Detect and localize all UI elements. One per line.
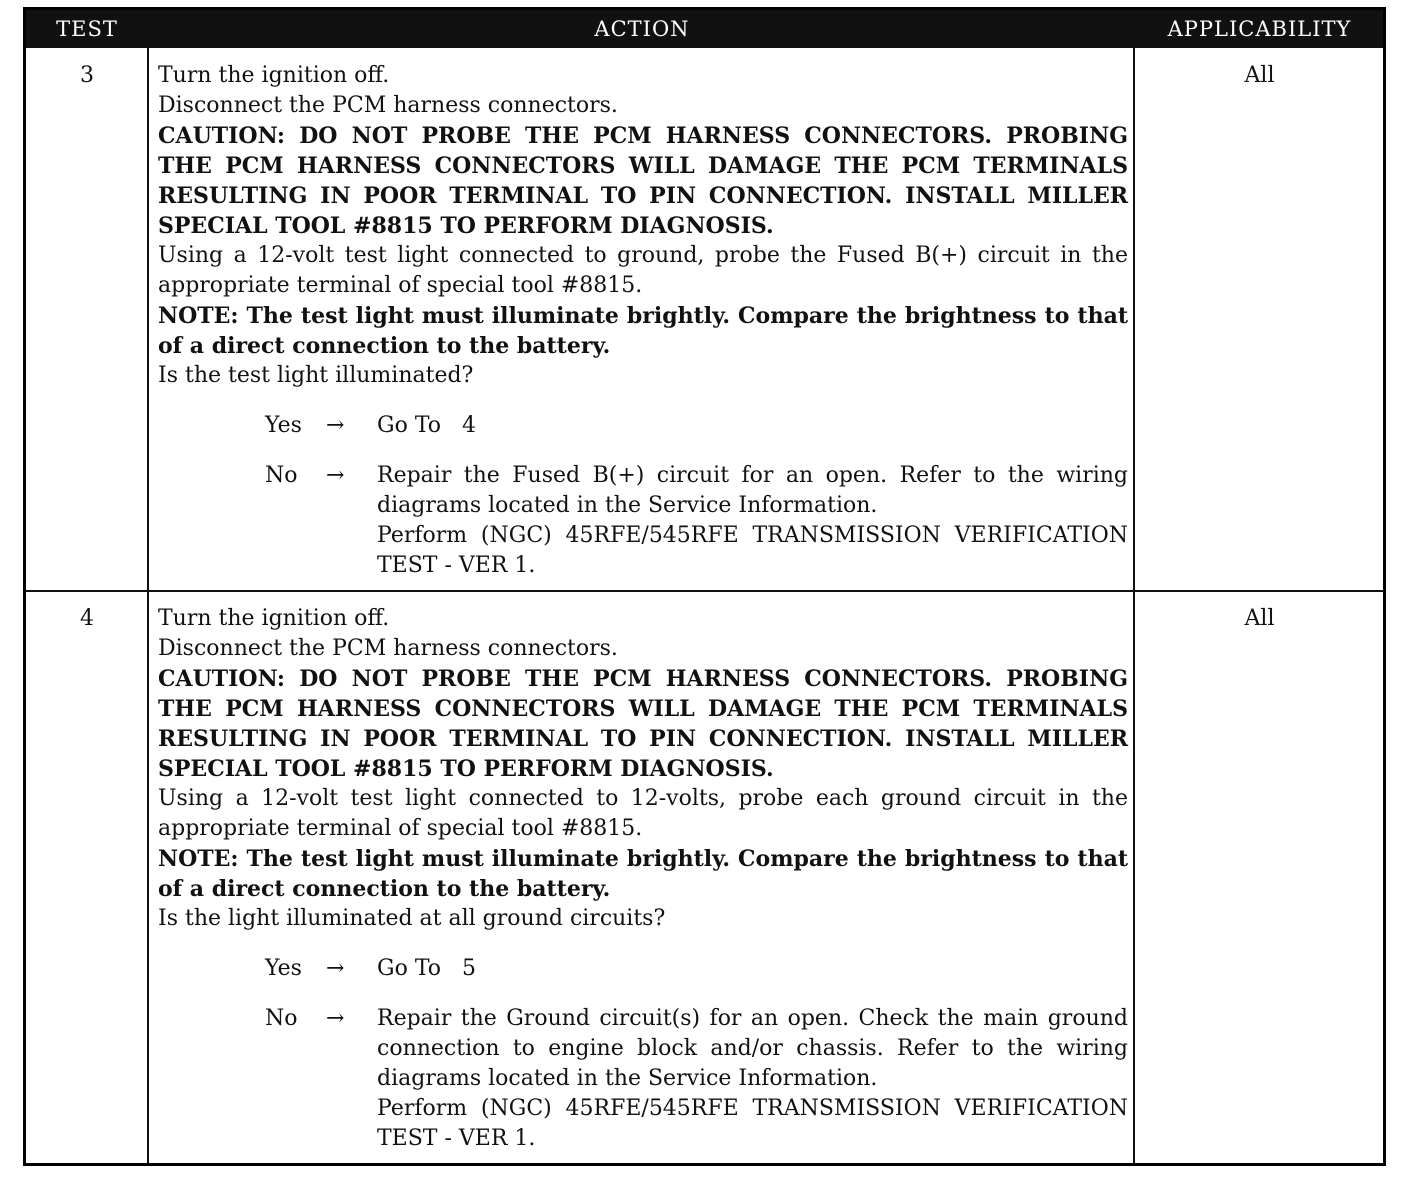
instruction-text: Using a 12-volt test light connected to 12-volts, probe each ground circuit in the appropriate terminal of special tool #8815. <box>158 786 1128 841</box>
action-step: Disconnect the PCM harness connectors. <box>158 636 618 661</box>
yes-label: Yes <box>265 956 302 981</box>
table-header <box>26 10 1383 48</box>
applicability-value: All <box>1244 606 1275 631</box>
no-perform: Perform (NGC) 45RFE/545RFE TRANSMISSION VERIFICATION TEST - VER 1. <box>377 523 1128 578</box>
arrow-icon: → <box>326 1006 345 1031</box>
arrow-icon: → <box>326 956 345 981</box>
no-perform: Perform (NGC) 45RFE/545RFE TRANSMISSION VERIFICATION TEST - VER 1. <box>377 1096 1128 1151</box>
no-result: Repair the Ground circuit(s) for an open. Check the main ground connection to engine block and/or chassis. Refer to the wiring diagrams located in the Service Information. <box>377 1006 1128 1091</box>
arrow-icon: → <box>326 463 345 488</box>
yes-result: Go To 5 <box>377 956 476 981</box>
instruction-text: Using a 12-volt test light connected to ground, probe the Fused B(+) circuit in the appropriate terminal of special tool #8815. <box>158 243 1128 298</box>
no-label: No <box>265 463 298 488</box>
test-number: 3 <box>80 63 94 88</box>
column-divider <box>1133 48 1135 1163</box>
action-step: Disconnect the PCM harness connectors. <box>158 93 618 118</box>
row-divider <box>26 590 1383 592</box>
action-cell <box>158 604 1128 1154</box>
test-number: 4 <box>80 606 94 631</box>
answer-yes <box>158 954 1128 984</box>
yes-result: Go To 4 <box>377 413 476 438</box>
answer-yes <box>158 411 1128 441</box>
header-test: TEST <box>56 17 118 41</box>
answer-no <box>158 1004 1128 1154</box>
caution-text: CAUTION: DO NOT PROBE THE PCM HARNESS CONNECTORS. PROBING THE PCM HARNESS CONNECTORS WILL DAMAGE THE PCM TERMINALS RESULTING IN POOR TERMINAL TO PIN CONNECTION. INSTALL MILLER SPECIAL TOOL #8815 TO PERFORM DIAGNOSIS. <box>158 666 1128 782</box>
header-applicability: APPLICABILITY <box>1167 17 1352 41</box>
header-action: ACTION <box>594 17 690 41</box>
note-text: NOTE: The test light must illuminate brightly. Compare the brightness to that of a direct connection to the battery. <box>158 846 1128 902</box>
note-text: NOTE: The test light must illuminate brightly. Compare the brightness to that of a direct connection to the battery. <box>158 303 1128 359</box>
yes-label: Yes <box>265 413 302 438</box>
question-text: Is the light illuminated at all ground circuits? <box>158 906 666 931</box>
action-cell <box>158 61 1128 581</box>
action-step: Turn the ignition off. <box>158 63 390 88</box>
action-step: Turn the ignition off. <box>158 606 390 631</box>
diagnostic-table <box>23 7 1386 1166</box>
question-text: Is the test light illuminated? <box>158 363 474 388</box>
answer-no <box>158 461 1128 581</box>
caution-text: CAUTION: DO NOT PROBE THE PCM HARNESS CONNECTORS. PROBING THE PCM HARNESS CONNECTORS WILL DAMAGE THE PCM TERMINALS RESULTING IN POOR TERMINAL TO PIN CONNECTION. INSTALL MILLER SPECIAL TOOL #8815 TO PERFORM DIAGNOSIS. <box>158 123 1128 239</box>
no-result: Repair the Fused B(+) circuit for an open. Refer to the wiring diagrams located in the Service Information. <box>377 463 1128 518</box>
no-label: No <box>265 1006 298 1031</box>
applicability-value: All <box>1244 63 1275 88</box>
arrow-icon: → <box>326 413 345 438</box>
